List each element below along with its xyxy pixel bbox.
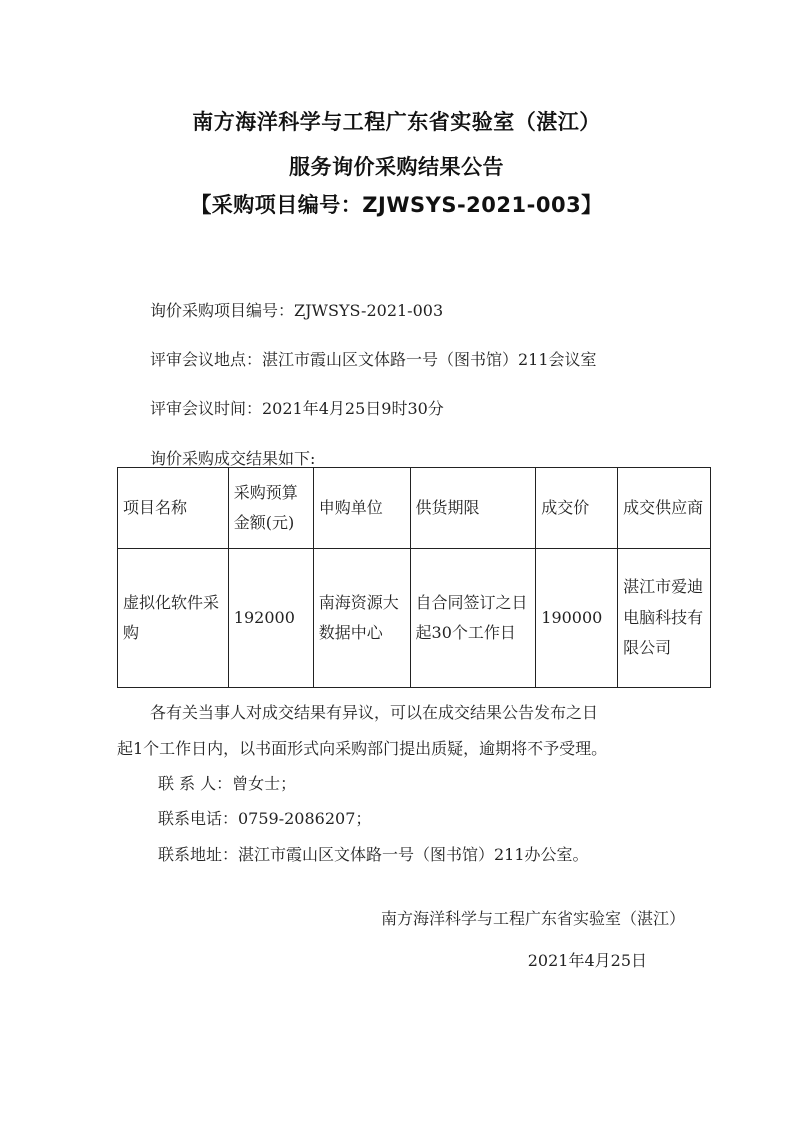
issue-date: 2021年4月25日 [527,951,647,970]
table-cell: 190000 [536,549,618,688]
table-cell: 192000 [228,549,313,688]
document-subtitle: 服务询价采购结果公告 [289,155,504,179]
issuing-organization: 南方海洋科学与工程广东省实验室（湛江） [380,909,685,928]
table-header-cell: 供货期限 [410,468,536,549]
objection-notice-line1: 各有关当事人对成交结果有异议，可以在成交结果公告发布之日 [150,703,599,722]
table-header-cell: 成交价 [536,468,618,549]
meeting-time-line: 评审会议时间：2021年4月25日9时30分 [150,399,444,418]
table-cell: 南海资源大数据中心 [313,549,410,688]
table-header-row [118,468,711,549]
contact-person: 联 系 人：曾女士； [158,774,297,793]
table-header-cell: 申购单位 [313,468,410,549]
contact-address: 联系地址：湛江市霞山区文体路一号（图书馆）211办公室。 [158,845,589,864]
objection-notice-line2: 起1个工作日内，以书面形式向采购部门提出质疑，逾期将不予受理。 [117,739,608,758]
document-title: 南方海洋科学与工程广东省实验室（湛江） [192,110,601,134]
project-number-heading: 【采购项目编号：ZJWSYS-2021-003】 [190,193,603,217]
table-header-cell: 项目名称 [118,468,229,549]
contact-phone: 联系电话：0759-2086207； [158,809,372,828]
table-header-cell: 采购预算金额(元) [228,468,313,549]
project-number-line: 询价采购项目编号：ZJWSYS-2021-003 [150,301,444,320]
meeting-venue-line: 评审会议地点：湛江市霞山区文体路一号（图书馆）211会议室 [150,350,597,369]
result-intro-line: 询价采购成交结果如下: [150,449,316,468]
table-header-cell: 成交供应商 [618,468,711,549]
table-cell: 虚拟化软件采购 [118,549,229,688]
result-table [117,467,711,688]
table-row [118,549,711,688]
table-cell: 湛江市爱迪电脑科技有限公司 [618,549,711,688]
table-cell: 自合同签订之日起30个工作日 [410,549,536,688]
